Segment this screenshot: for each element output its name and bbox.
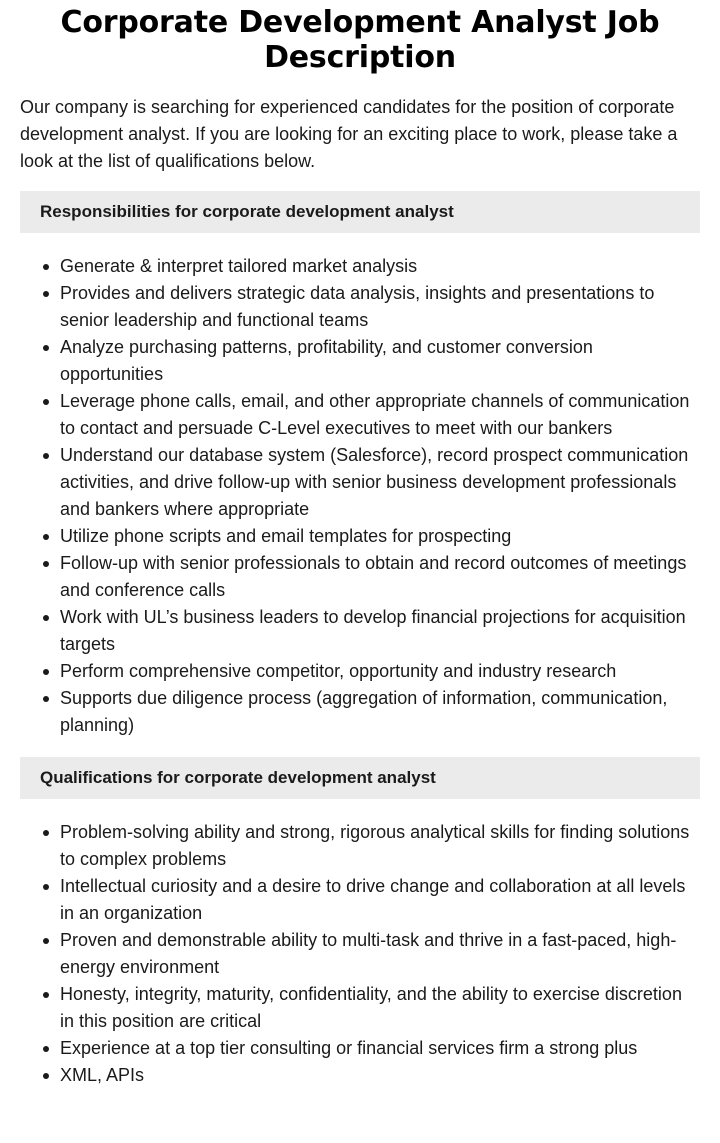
list-item: Proven and demonstrable ability to multi-task and thrive in a fast-paced, high-energy environment: [60, 927, 700, 981]
list-item: Utilize phone scripts and email templates for prospecting: [60, 523, 700, 550]
list-item: Honesty, integrity, maturity, confidentiality, and the ability to exercise discretion in this position are critical: [60, 981, 700, 1035]
qualifications-list: [20, 819, 700, 1089]
responsibilities-header: [20, 191, 700, 233]
list-item: Provides and delivers strategic data analysis, insights and presentations to senior leadership and functional teams: [60, 280, 700, 334]
list-item: Perform comprehensive competitor, opportunity and industry research: [60, 658, 700, 685]
list-item: Generate & interpret tailored market analysis: [60, 253, 700, 280]
list-item: Follow-up with senior professionals to obtain and record outcomes of meetings and conference calls: [60, 550, 700, 604]
intro-paragraph: Our company is searching for experienced candidates for the position of corporate development analyst. If you are looking for an exciting place to work, please take a look at the list of qualifications below.: [20, 97, 678, 171]
list-item: Intellectual curiosity and a desire to drive change and collaboration at all levels in an organization: [60, 873, 700, 927]
page-title: Corporate Development Analyst Job Description: [60, 5, 660, 75]
list-item: XML, APIs: [60, 1062, 700, 1089]
list-item: Supports due diligence process (aggregation of information, communication, planning): [60, 685, 700, 739]
list-item: Problem-solving ability and strong, rigorous analytical skills for finding solutions to complex problems: [60, 819, 700, 873]
responsibilities-list: [20, 253, 700, 739]
list-item: Leverage phone calls, email, and other appropriate channels of communication to contact and persuade C-Level executives to meet with our bankers: [60, 388, 700, 442]
qualifications-header: [20, 757, 700, 799]
list-item: Analyze purchasing patterns, profitability, and customer conversion opportunities: [60, 334, 700, 388]
list-item: Work with UL’s business leaders to develop financial projections for acquisition targets: [60, 604, 700, 658]
qualifications-heading: Qualifications for corporate development analyst: [40, 768, 436, 787]
list-item: Experience at a top tier consulting or financial services firm a strong plus: [60, 1035, 700, 1062]
list-item: Understand our database system (Salesforce), record prospect communication activities, and drive follow-up with senior business development professionals and bankers where appropriate: [60, 442, 700, 523]
responsibilities-heading: Responsibilities for corporate development analyst: [40, 202, 454, 221]
